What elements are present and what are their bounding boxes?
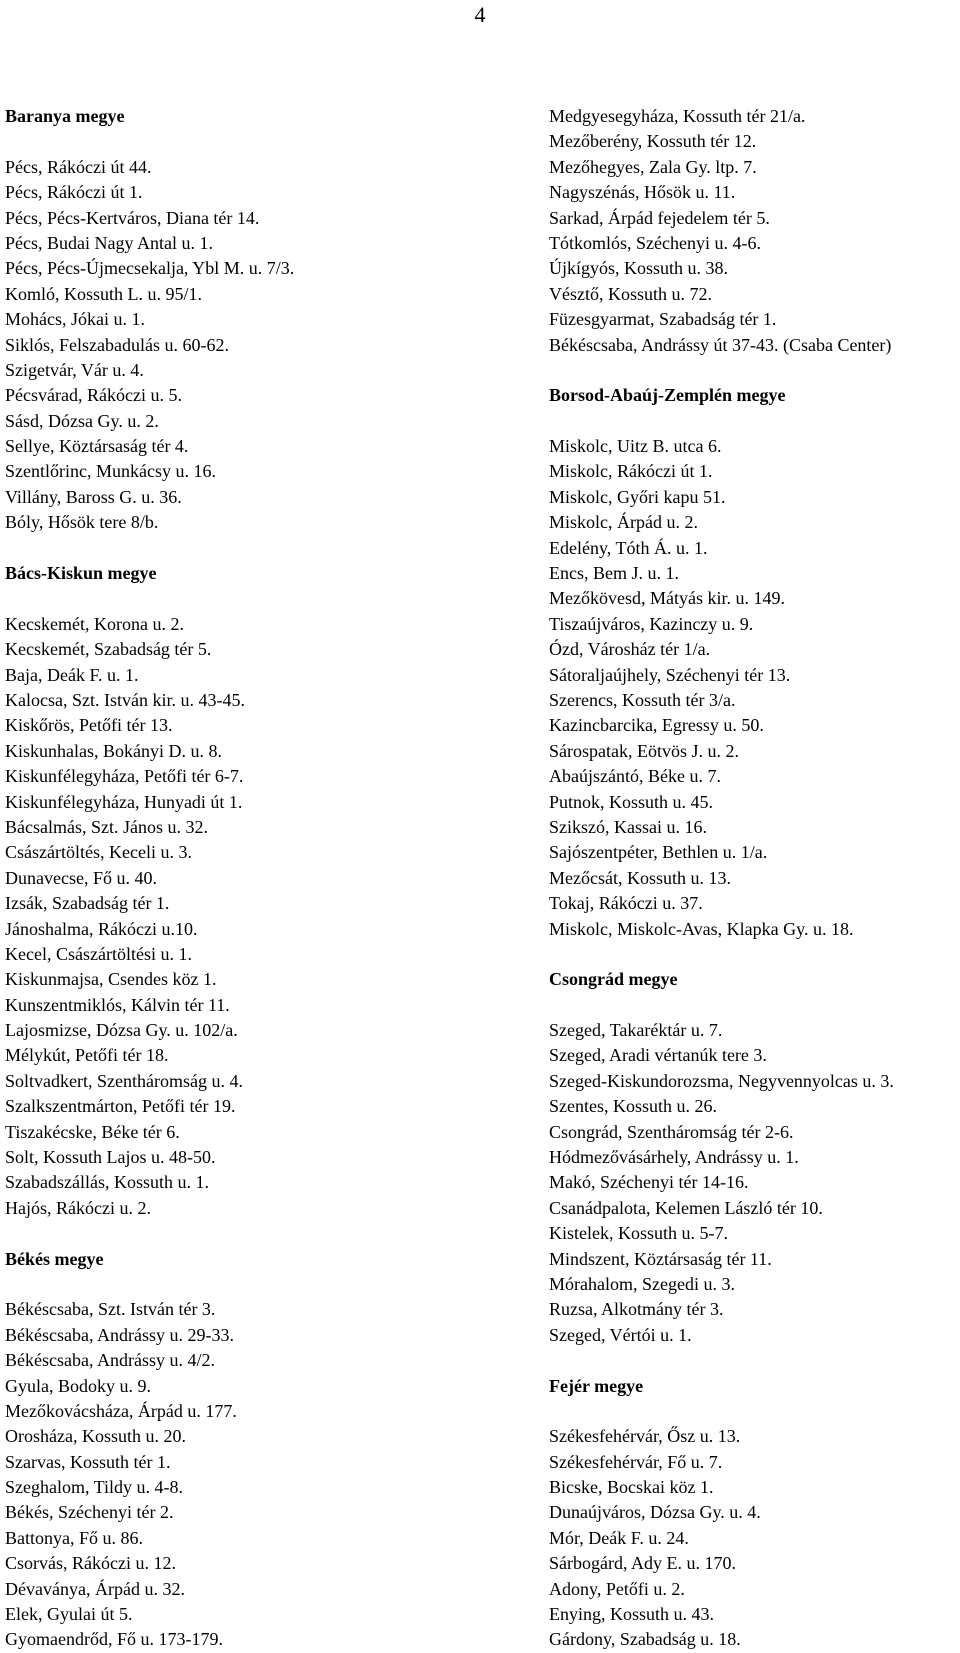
address-line: Sellye, Köztársaság tér 4. (5, 436, 189, 457)
address-line: Vésztő, Kossuth u. 72. (549, 283, 712, 304)
address-line: Császártöltés, Keceli u. 3. (5, 842, 192, 863)
address-line: Solt, Kossuth Lajos u. 48-50. (5, 1147, 216, 1168)
spacer (5, 1221, 535, 1246)
address-line: Pécsvárad, Rákóczi u. 5. (5, 385, 182, 406)
address-line: Szentes, Kossuth u. 26. (549, 1096, 717, 1117)
address-line: Kiskunhalas, Bokányi D. u. 8. (5, 740, 222, 761)
address-line: Bóly, Hősök tere 8/b. (5, 512, 159, 533)
address-line: Tiszaújváros, Kazinczy u. 9. (549, 613, 754, 634)
address-line: Miskolc, Uitz B. utca 6. (549, 436, 722, 457)
address-line: Kalocsa, Szt. István kir. u. 43-45. (5, 689, 245, 710)
address-line: Székesfehérvár, Ősz u. 13. (549, 1426, 741, 1447)
address-line: Dunavecse, Fő u. 40. (5, 867, 157, 888)
address-line: Szeged, Takaréktár u. 7. (549, 1020, 723, 1041)
address-line: Békéscsaba, Andrássy u. 29-33. (5, 1324, 234, 1345)
address-line: Kunszentmiklós, Kálvin tér 11. (5, 994, 230, 1015)
spacer (549, 993, 960, 1018)
address-line: Kecskemét, Szabadság tér 5. (5, 639, 212, 660)
spacer (549, 1399, 960, 1424)
address-line: Mezőkövesd, Mátyás kir. u. 149. (549, 588, 785, 609)
address-line: Baja, Deák F. u. 1. (5, 664, 139, 685)
address-line: Békéscsaba, Andrássy u. 4/2. (5, 1350, 215, 1371)
address-line: Szeghalom, Tildy u. 4-8. (5, 1477, 184, 1498)
address-line: Szalkszentmárton, Petőfi tér 19. (5, 1096, 236, 1117)
address-line: Szikszó, Kassai u. 16. (549, 816, 707, 837)
address-line: Sárbogárd, Ady E. u. 170. (549, 1553, 736, 1574)
address-line: Kazincbarcika, Egressy u. 50. (549, 715, 764, 736)
county-heading: Csongrád megye (549, 969, 678, 990)
address-line: Gárdony, Szabadság u. 18. (549, 1629, 741, 1650)
address-line: Újkígyós, Kossuth u. 38. (549, 258, 729, 279)
spacer (549, 1348, 960, 1373)
address-line: Kecel, Császártöltési u. 1. (5, 943, 192, 964)
spacer (5, 536, 535, 561)
address-line: Jánoshalma, Rákóczi u.10. (5, 918, 198, 939)
address-line: Székesfehérvár, Fő u. 7. (549, 1451, 723, 1472)
spacer (549, 358, 960, 383)
spacer (5, 129, 535, 154)
address-line: Mohács, Jókai u. 1. (5, 309, 145, 330)
right-column (549, 104, 960, 1653)
address-line: Battonya, Fő u. 86. (5, 1527, 143, 1548)
spacer (549, 942, 960, 967)
address-line: Ruzsa, Alkotmány tér 3. (549, 1299, 724, 1320)
address-line: Miskolc, Rákóczi út 1. (549, 461, 713, 482)
address-line: Gyula, Bodoky u. 9. (5, 1375, 151, 1396)
address-line: Sajószentpéter, Bethlen u. 1/a. (549, 842, 768, 863)
address-line: Elek, Gyulai út 5. (5, 1604, 133, 1625)
address-line: Hódmezővásárhely, Andrássy u. 1. (549, 1147, 799, 1168)
county-heading: Borsod-Abaúj-Zemplén megye (549, 385, 786, 406)
address-line: Mór, Deák F. u. 24. (549, 1527, 689, 1548)
address-line: Szentlőrinc, Munkácsy u. 16. (5, 461, 216, 482)
address-line: Makó, Széchenyi tér 14-16. (549, 1172, 749, 1193)
address-line: Csongrád, Szentháromság tér 2-6. (549, 1121, 794, 1142)
address-line: Mindszent, Köztársaság tér 11. (549, 1248, 772, 1269)
address-line: Bácsalmás, Szt. János u. 32. (5, 816, 208, 837)
address-line: Szabadszállás, Kossuth u. 1. (5, 1172, 209, 1193)
address-line: Tokaj, Rákóczi u. 37. (549, 893, 703, 914)
address-line: Villány, Baross G. u. 36. (5, 486, 182, 507)
address-line: Szigetvár, Vár u. 4. (5, 359, 144, 380)
address-line: Sásd, Dózsa Gy. u. 2. (5, 410, 159, 431)
address-line: Kistelek, Kossuth u. 5-7. (549, 1223, 728, 1244)
address-line: Mezőberény, Kossuth tér 12. (549, 131, 757, 152)
address-line: Kiskőrös, Petőfi tér 13. (5, 715, 173, 736)
address-line: Szerencs, Kossuth tér 3/a. (549, 689, 736, 710)
address-line: Ózd, Városház tér 1/a. (549, 639, 711, 660)
address-line: Szeged, Vértói u. 1. (549, 1324, 692, 1345)
address-line: Pécs, Rákóczi út 1. (5, 182, 143, 203)
address-line: Miskolc, Győri kapu 51. (549, 486, 726, 507)
address-line: Komló, Kossuth L. u. 95/1. (5, 283, 203, 304)
address-line: Adony, Petőfi u. 2. (549, 1578, 685, 1599)
address-line: Dunaújváros, Dózsa Gy. u. 4. (549, 1502, 761, 1523)
county-heading: Békés megye (5, 1248, 104, 1269)
address-line: Békés, Széchenyi tér 2. (5, 1502, 174, 1523)
address-line: Abaújszántó, Béke u. 7. (549, 766, 721, 787)
address-line: Enying, Kossuth u. 43. (549, 1604, 715, 1625)
address-line: Encs, Bem J. u. 1. (549, 563, 679, 584)
address-line: Edelény, Tóth Á. u. 1. (549, 537, 708, 558)
address-line: Izsák, Szabadság tér 1. (5, 893, 170, 914)
address-line: Mélykút, Petőfi tér 18. (5, 1045, 169, 1066)
address-line: Pécs, Pécs-Újmecsekalja, Ybl M. u. 7/3. (5, 258, 295, 279)
address-line: Pécs, Budai Nagy Antal u. 1. (5, 232, 213, 253)
address-line: Békéscsaba, Andrássy út 37-43. (Csaba Center) (549, 334, 892, 355)
spacer (5, 1272, 535, 1297)
address-line: Medgyesegyháza, Kossuth tér 21/a. (549, 106, 806, 126)
address-line: Putnok, Kossuth u. 45. (549, 791, 714, 812)
address-line: Kiskunmajsa, Csendes köz 1. (5, 969, 217, 990)
address-line: Kiskunfélegyháza, Petőfi tér 6-7. (5, 766, 244, 787)
address-line: Csorvás, Rákóczi u. 12. (5, 1553, 176, 1574)
county-heading: Bács-Kiskun megye (5, 563, 157, 584)
address-line: Kiskunfélegyháza, Hunyadi út 1. (5, 791, 243, 812)
address-line: Sárospatak, Eötvös J. u. 2. (549, 740, 739, 761)
address-line: Hajós, Rákóczi u. 2. (5, 1197, 151, 1218)
address-line: Nagyszénás, Hősök u. 11. (549, 182, 736, 203)
address-line: Mezőhegyes, Zala Gy. ltp. 7. (549, 156, 757, 177)
address-line: Tótkomlós, Széchenyi u. 4-6. (549, 232, 761, 253)
address-line: Mórahalom, Szegedi u. 3. (549, 1273, 735, 1294)
county-heading: Fejér megye (549, 1375, 644, 1396)
page-number: 4 (474, 2, 486, 27)
address-line: Mezőkovácsháza, Árpád u. 177. (5, 1400, 237, 1421)
address-line: Csanádpalota, Kelemen László tér 10. (549, 1197, 823, 1218)
address-line: Lajosmizse, Dózsa Gy. u. 102/a. (5, 1020, 238, 1041)
address-line: Szeged-Kiskundorozsma, Negyvennyolcas u. 3. (549, 1070, 894, 1091)
address-line: Sátoraljaújhely, Széchenyi tér 13. (549, 664, 791, 685)
address-line: Tiszakécske, Béke tér 6. (5, 1121, 180, 1142)
county-heading: Baranya megye (5, 106, 125, 126)
address-line: Kecskemét, Korona u. 2. (5, 613, 184, 634)
address-line: Mezőcsát, Kossuth u. 13. (549, 867, 731, 888)
address-line: Dévaványa, Árpád u. 32. (5, 1578, 185, 1599)
address-line: Füzesgyarmat, Szabadság tér 1. (549, 309, 777, 330)
spacer (5, 586, 535, 611)
address-line: Szarvas, Kossuth tér 1. (5, 1451, 171, 1472)
address-line: Orosháza, Kossuth u. 20. (5, 1426, 186, 1447)
spacer (549, 409, 960, 434)
address-line: Békéscsaba, Szt. István tér 3. (5, 1299, 216, 1320)
address-line: Pécs, Pécs-Kertváros, Diana tér 14. (5, 207, 260, 228)
address-line: Soltvadkert, Szentháromság u. 4. (5, 1070, 243, 1091)
address-line: Sarkad, Árpád fejedelem tér 5. (549, 207, 770, 228)
left-column (5, 104, 535, 1653)
address-line: Szeged, Aradi vértanúk tere 3. (549, 1045, 767, 1066)
address-line: Pécs, Rákóczi út 44. (5, 156, 152, 177)
address-line: Miskolc, Miskolc-Avas, Klapka Gy. u. 18. (549, 918, 854, 939)
address-line: Siklós, Felszabadulás u. 60-62. (5, 334, 229, 355)
address-line: Miskolc, Árpád u. 2. (549, 512, 698, 533)
address-line: Bicske, Bocskai köz 1. (549, 1477, 714, 1498)
address-line: Gyomaendrőd, Fő u. 173-179. (5, 1629, 223, 1650)
